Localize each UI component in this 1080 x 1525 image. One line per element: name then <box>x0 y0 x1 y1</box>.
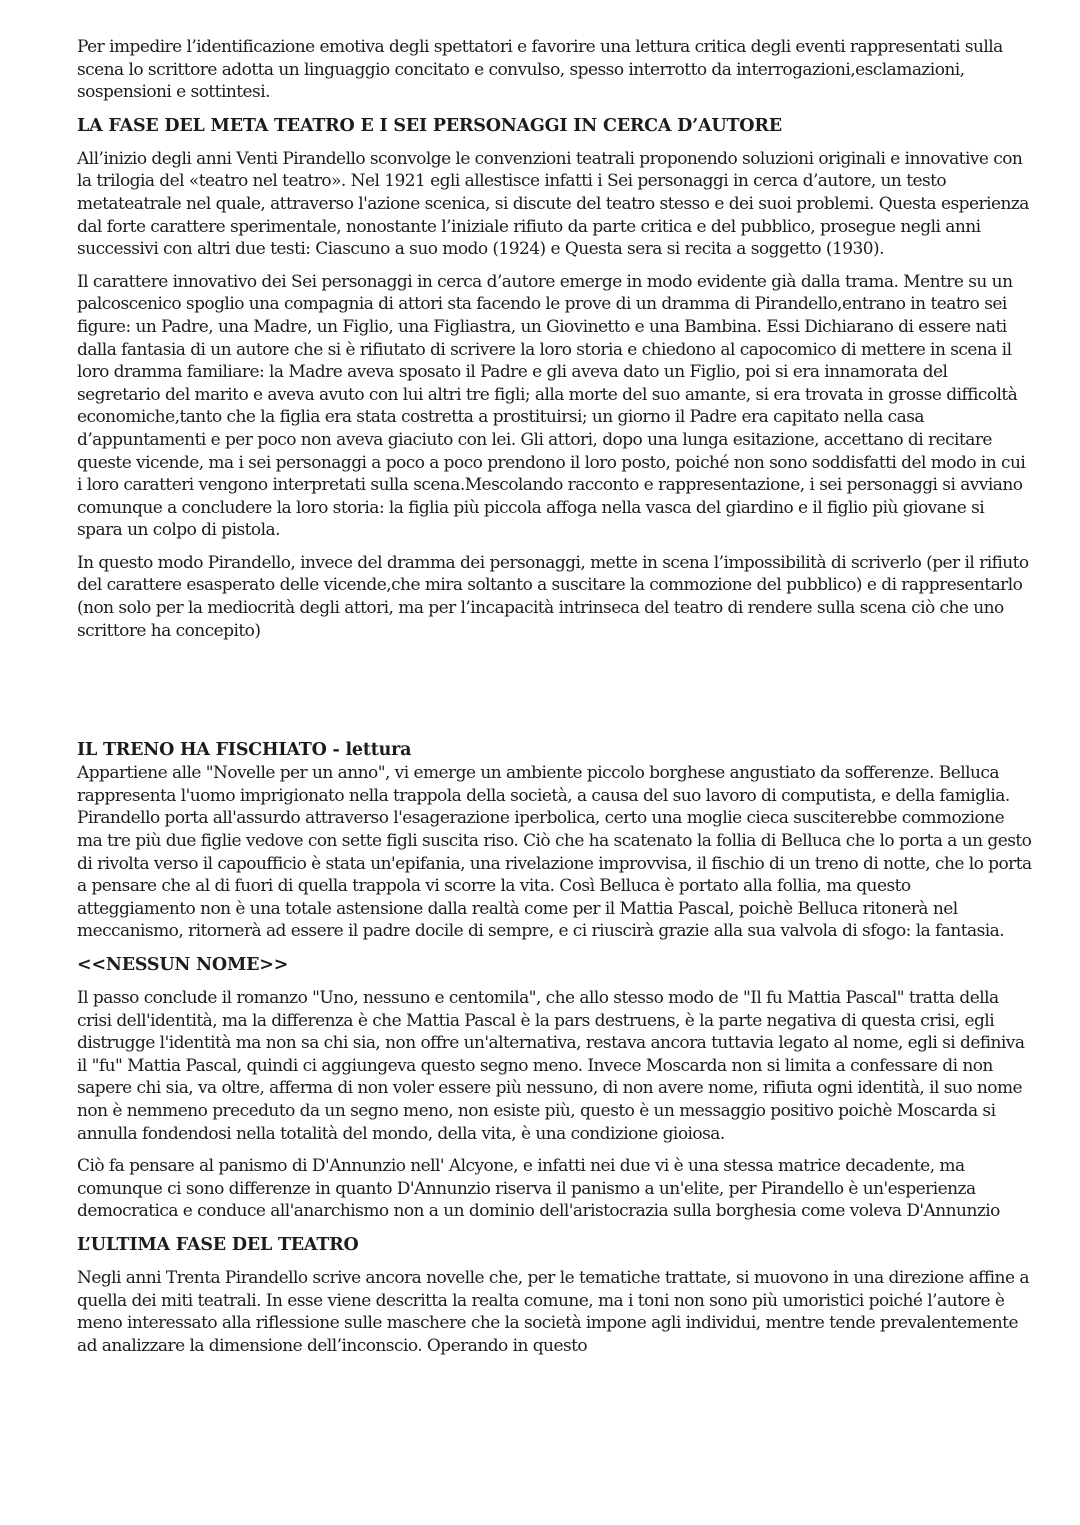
section-heading: <<NESSUN NOME>> <box>77 955 289 975</box>
section-heading: L’ULTIMA FASE DEL TEATRO <box>77 1234 359 1255</box>
section-meta-teatro <box>77 114 1032 642</box>
section-heading: IL TRENO HA FISCHIATO - lettura <box>77 740 412 761</box>
section-nessun-nome <box>77 953 1032 1223</box>
section-ultima-fase <box>77 1233 1032 1357</box>
paragraph: In questo modo Pirandello, invece del dramma dei personaggi, mette in scena l’impossibilità di scriverlo (per il rifiuto del carattere esasperato delle vicende,che mira soltanto a suscitare la commozione del pubblico) e di rappresentarlo (non solo per la mediocrità degli attori, ma per l’incapacità intrinseca del teatro di rendere sulla scena ciò che uno scrittore ha concepito) <box>77 552 1029 641</box>
paragraph: All’inizio degli anni Venti Pirandello sconvolge le convenzioni teatrali proponendo soluzioni originali e innovative con la trilogia del «teatro nel teatro». Nel 1921 egli allestisce infatti i Sei personaggi in cerca d’autore, un testo metateatrale nel quale, attraverso l'azione scenica, si discute del teatro stesso e dei suoi problemi. Questa esperienza dal forte carattere sperimentale, nonostante l’iniziale rifiuto da parte critica e del pubblico, prosegue negli anni successivi con altri due testi: Ciascuno a suo modo (1924) e Questa sera si recita a soggetto (1930). <box>77 148 1029 260</box>
document-page <box>77 36 1032 1367</box>
paragraph: Appartiene alle "Novelle per un anno", vi emerge un ambiente piccolo borghese angustiato da sofferenze. Belluca rappresenta l'uomo imprigionato nella trappola della società, a causa del suo lavoro di computista, e della famiglia. Pirandello porta all'assurdo attraverso l'esagerazione iperbolica, certo una moglie cieca susciterebbe commozione ma tre più due figlie vedove con sette figli suscita riso. Ciò che ha scatenato la follia di Belluca che lo porta a un gesto di rivolta verso il capoufficio è stata un'epifania, una rivelazione improvvisa, il fischio di un treno di notte, che lo porta a pensare che al di fuori di quella trappola vi scorre la vita. Così Belluca è portato alla follia, ma questo atteggiamento non è una totale astensione dalla realtà come per il Mattia Pascal, poichè Belluca ritonerà nel meccanismo, ritornerà ad essere il padre docile di sempre, e ci riuscirà grazie alla sua valvola di sfogo: la fantasia. <box>77 763 1032 942</box>
intro-paragraph: Per impedire l’identificazione emotiva degli spettatori e favorire una lettura critica degli eventi rappresentati sulla scena lo scrittore adotta un linguaggio concitato e convulso, spesso interrotto da interrogazioni,esclamazioni, sospensioni e sottintesi. <box>77 37 1003 103</box>
paragraph: Negli anni Trenta Pirandello scrive ancora novelle che, per le tematiche trattate, si muovono in una direzione affine a quella dei miti teatrali. In esse viene descritta la realta comune, ma i toni non sono più umoristici poiché l’autore è meno interessato alla riflessione sulle maschere che la società impone agli individui, mentre tende prevalentemente ad analizzare la dimensione dell’inconscio. Operando in questo <box>77 1267 1029 1356</box>
paragraph: Il carattere innovativo dei Sei personaggi in cerca d’autore emerge in modo evidente già dalla trama. Mentre su un palcoscenico spoglio una compagnia di attori sta facendo le prove di un dramma di Pirandello,entrano in teatro sei figure: un Padre, una Madre, un Figlio, una Figliastra, un Giovinetto e una Bambina. Essi Dichiarano di essere nati dalla fantasia di un autore che si è rifiutato di scrivere la loro storia e chiedono al capocomico di mettere in scena il loro dramma familiare: la Madre aveva sposato il Padre e gli aveva dato un Figlio, poi si era innamorata del segretario del marito e aveva avuto con lui altri tre figli; alla morte del suo amante, si era trovata in grosse difficoltà economiche,tanto che la figlia era stata costretta a prostituirsi; un giorno il Padre era capitato nella casa d’appuntamenti e per poco non aveva giaciuto con lei. Gli attori, dopo una lunga esitazione, accettano di recitare queste vicende, ma i sei personaggi a poco a poco prendono il loro posto, poiché non sono soddisfatti del modo in cui i loro caratteri vengono interpretati sulla scena.Mescolando racconto e rappresentazione, i sei personaggi si avviano comunque a concludere la loro storia: la figlia più piccola affoga nella vasca del giardino e il figlio più giovane si spara un colpo di pistola. <box>77 271 1026 541</box>
section-heading: LA FASE DEL META TEATRO E I SEI PERSONAGGI IN CERCA D’AUTORE <box>77 115 782 136</box>
section-treno <box>77 738 1032 943</box>
paragraph: Ciò fa pensare al panismo di D'Annunzio nell' Alcyone, e infatti nei due vi è una stessa matrice decadente, ma comunque ci sono differenze in quanto D'Annunzio riserva il panismo a un'elite, per Pirandello è un'esperienza democratica e conduce all'anarchismo non a un dominio dell'aristocrazia sulla borghesia come voleva D'Annunzio <box>77 1156 1000 1222</box>
blank-space <box>77 652 1032 738</box>
paragraph: Il passo conclude il romanzo "Uno, nessuno e centomila", che allo stesso modo de "Il fu Mattia Pascal" tratta della crisi dell'identità, ma la differenza è che Mattia Pascal è la pars destruens, è la parte negativa di questa crisi, egli distrugge l'identità ma non sa chi sia, non offre un'alternativa, restava ancora tuttavia legato al nome, egli si definiva il "fu" Mattia Pascal, quindi ci aggiungeva questo segno meno. Invece Moscarda non si limita a confessare di non sapere chi sia, va oltre, afferma di non voler essere più nessuno, di non avere nome, rifiuta ogni identità, il suo nome non è nemmeno preceduto da un segno meno, non esiste più, questo è un messaggio positivo poichè Moscarda si annulla fondendosi nella totalità del mondo, della vita, è una condizione gioiosa. <box>77 988 1025 1144</box>
